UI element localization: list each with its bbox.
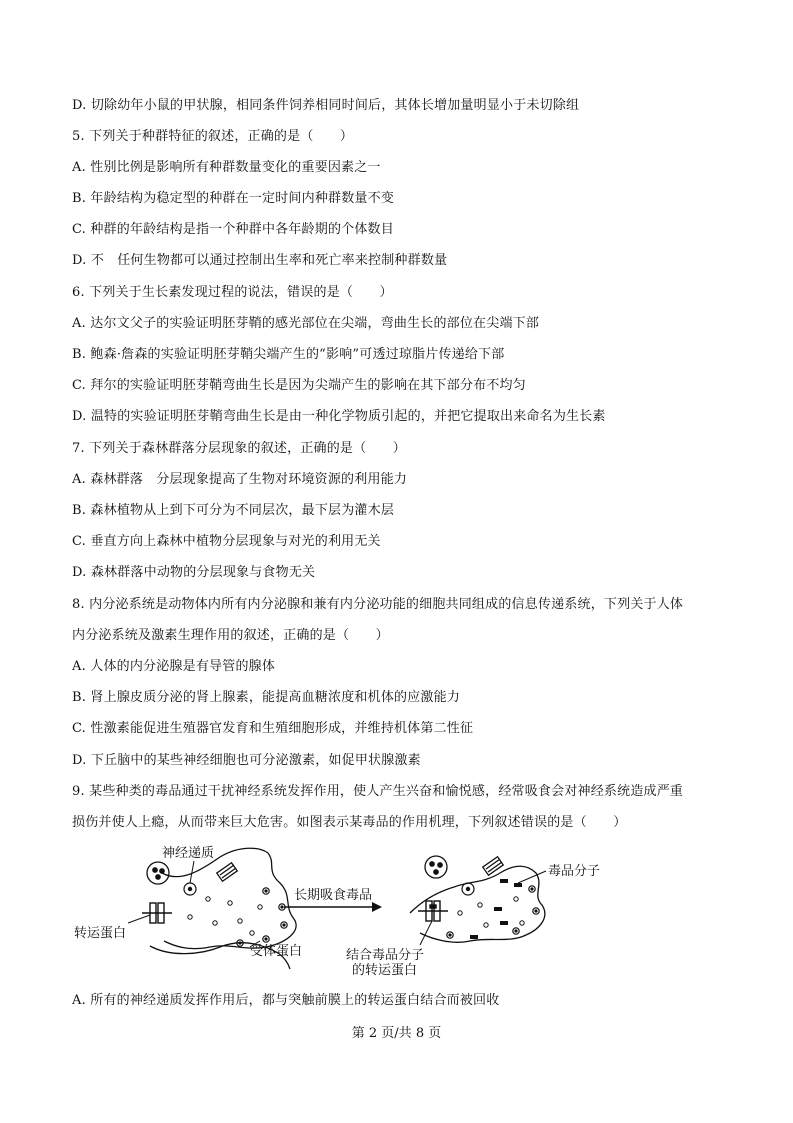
right-receptor-proteins: [447, 886, 539, 938]
option-line: D. 森林群落中动物的分层现象与食物无关: [72, 565, 316, 580]
question-stem: 损伤并使人上瘾，从而带来巨大危害。如图表示某毒品的作用机理，下列叙述错误的是（ ）: [72, 815, 627, 830]
right-bound-transporter: [418, 901, 448, 921]
process-arrow: [284, 902, 382, 912]
label-long-term-use: 长期吸食毒品: [294, 888, 373, 903]
right-vesicle-large: [425, 856, 447, 878]
option-line: A. 性别比例是影响所有种群数量变化的重要因素之一: [72, 160, 381, 175]
question-stem: 8. 内分泌系统是动物体内所有内分泌腺和兼有内分泌功能的细胞共同组成的信息传递系统，下列关于人体: [72, 597, 684, 612]
left-transporter: [142, 903, 172, 923]
label-transporter: 转运蛋白: [74, 926, 127, 941]
question-stem: 内分泌系统及激素生理作用的叙述，正确的是（ ）: [72, 628, 389, 643]
label-receptor: 受体蛋白: [250, 944, 303, 959]
question-stem: 9. 某些种类的毒品通过干扰神经系统发挥作用，使人产生兴奋和愉悦感，经常吸食会对神经系统造成严重: [72, 784, 684, 799]
left-neurotransmitters: [188, 897, 262, 935]
option-line: C. 性激素能促进生殖器官发育和生殖细胞形成，并维持机体第二性征: [72, 721, 474, 736]
synapse-diagram: [70, 843, 630, 978]
left-vesicle-large: [147, 862, 169, 884]
right-drug-molecules: [470, 879, 522, 939]
label-bound-transporter-2: 的转运蛋白: [352, 963, 418, 978]
label-drug-molecule: 毒品分子: [548, 864, 601, 879]
option-line: B. 森林植物从上到下可分为不同层次，最下层为灌木层: [72, 503, 395, 518]
option-line: D. 不 任何生物都可以通过控制出生率和死亡率来控制种群数量: [72, 253, 448, 268]
option-line: C. 垂直方向上森林中植物分层现象与对光的利用无关: [72, 534, 381, 549]
option-line: B. 年龄结构为稳定型的种群在一定时间内种群数量不变: [72, 191, 395, 206]
option-line: B. 鲍森·詹森的实验证明胚芽鞘尖端产生的“影响”可透过琼脂片传递给下部: [72, 347, 505, 362]
question-stem: 5. 下列关于种群特征的叙述，正确的是（ ）: [72, 129, 354, 144]
label-bound-transporter-1: 结合毒品分子: [346, 948, 425, 963]
question-stem: 6. 下列关于生长素发现过程的说法，错误的是（ ）: [72, 285, 393, 300]
left-vesicle-small: [184, 883, 196, 895]
option-line: A. 所有的神经递质发挥作用后，都与突触前膜上的转运蛋白结合而被回收: [72, 993, 500, 1008]
option-line: A. 森林群落 分层现象提高了生物对环境资源的利用能力: [72, 472, 408, 487]
option-line: D. 温特的实验证明胚芽鞘弯曲生长是由一种化学物质引起的，并把它提取出来命名为生长素: [72, 409, 606, 424]
right-neurotransmitters: [458, 897, 524, 927]
option-line: A. 达尔文父子的实验证明胚芽鞘的感光部位在尖端，弯曲生长的部位在尖端下部: [72, 316, 540, 331]
option-line: B. 肾上腺皮质分泌的肾上腺素，能提高血糖浓度和机体的应激能力: [72, 690, 461, 705]
left-receptor-top: [217, 863, 237, 882]
question-stem: 7. 下列关于森林群落分层现象的叙述，正确的是（ ）: [72, 441, 406, 456]
page-footer: 第 2 页/共 8 页: [351, 1026, 442, 1041]
right-vesicle-small: [462, 883, 474, 895]
option-line: A. 人体的内分泌腺是有导管的腺体: [72, 659, 276, 674]
option-line: D. 下丘脑中的某些神经细胞也可分泌激素，如促甲状腺激素: [72, 753, 421, 768]
option-line: C. 拜尔的实验证明胚芽鞘弯曲生长是因为尖端产生的影响在其下部分布不均匀: [72, 378, 526, 393]
option-line: C. 种群的年龄结构是指一个种群中各年龄期的个体数目: [72, 222, 394, 237]
label-neurotransmitter: 神经递质: [162, 846, 215, 861]
option-line: D. 切除幼年小鼠的甲状腺，相同条件饲养相同时间后，其体长增加量明显小于未切除组: [72, 98, 580, 113]
left-receptor-proteins: [237, 888, 287, 946]
